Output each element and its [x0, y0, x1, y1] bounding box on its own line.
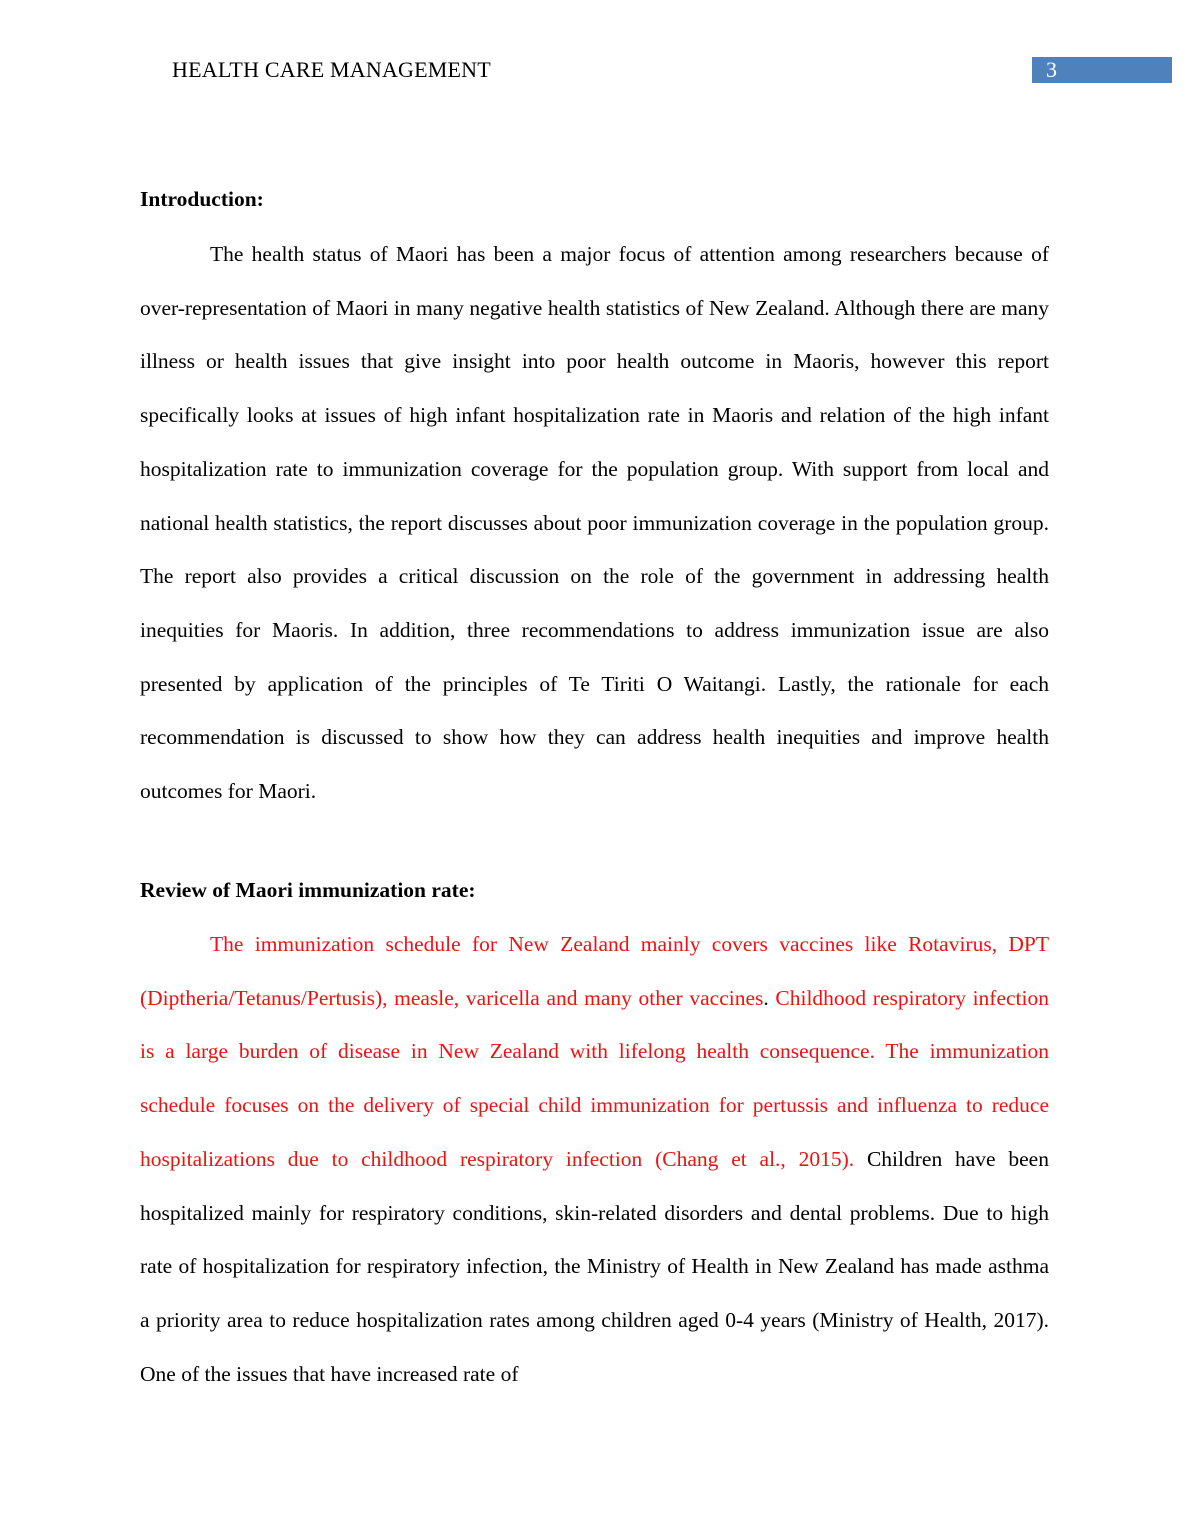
review-highlight-text-2: Childhood respiratory infection is a large burden of disease in New Zealand with lifelong health consequence. The immunization schedule focuses on the delivery of special child immunization for pertussis and influenza to reduce hospitalizations due to childhood respiratory infection (Chang et al., 2015).	[140, 985, 1049, 1171]
page-number: 3	[1046, 57, 1057, 82]
running-header-title: HEALTH CARE MANAGEMENT	[172, 57, 491, 82]
page-number-badge	[1032, 57, 1172, 83]
introduction-heading: Introduction:	[140, 187, 264, 211]
review-section	[140, 918, 1049, 1401]
review-period: .	[763, 985, 769, 1010]
review-highlight-text-1: The immunization schedule for New Zealand mainly covers vaccines like Rotavirus, DPT (Diptheria/Tetanus/Pertusis), measle, varicella and many other vaccines	[140, 932, 1049, 1010]
review-heading: Review of Maori immunization rate:	[140, 878, 476, 902]
review-body-text: Children have been hospitalized mainly for respiratory conditions, skin-related disorders and dental problems. Due to high rate of hospitalization for respiratory infection, the Ministry of Health in New Zealand has made asthma a priority area to reduce hospitalization rates among children aged 0-4 years (Ministry of Health, 2017). One of the issues that have increased rate of	[140, 1146, 1049, 1386]
introduction-section	[140, 228, 1049, 819]
review-paragraph	[140, 918, 1049, 1401]
introduction-paragraph: The health status of Maori has been a major focus of attention among researchers because of over-representation of Maori in many negative health statistics of New Zealand. Although there are many illness or health issues that give insight into poor health outcome in Maoris, however this report specifically looks at issues of high infant hospitalization rate in Maoris and relation of the high infant hospitalization rate to immunization coverage for the population group. With support from local and national health statistics, the report discusses about poor immunization coverage in the population group. The report also provides a critical discussion on the role of the government in addressing health inequities for Maoris. In addition, three recommendations to address immunization issue are also presented by application of the principles of Te Tiriti O Waitangi. Lastly, the rationale for each recommendation is discussed to show how they can address health inequities and improve health outcomes for Maori.	[140, 242, 1049, 804]
